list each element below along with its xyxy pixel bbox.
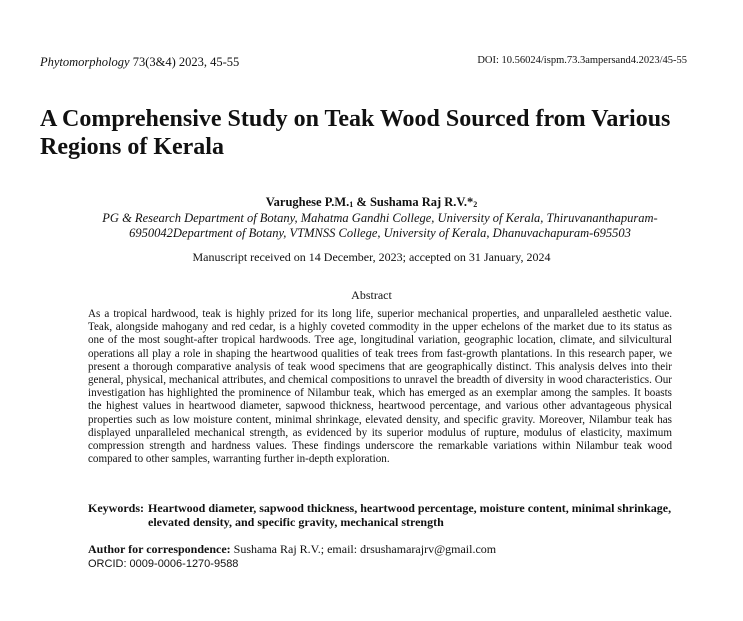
author-2: Sushama Raj R.V.* — [369, 195, 474, 209]
journal-name: Phytomorphology — [40, 55, 130, 69]
correspondence — [88, 542, 688, 557]
keywords-text: Heartwood diameter, sapwood thickness, heartwood percentage, moisture content, minimal shrinkage, elevated density, and specific gravity, mechanical strength — [148, 501, 672, 529]
orcid-id: ORCID: 0009-0006-1270-9588 — [88, 558, 239, 570]
doi-link[interactable]: DOI: 10.56024/ispm.73.3ampersand4.2023/45-55 — [477, 55, 687, 66]
author-1: Varughese P.M. — [265, 195, 350, 209]
paper-title: A Comprehensive Study on Teak Wood Sourced from Various Regions of Kerala — [40, 106, 671, 160]
author-list — [0, 195, 743, 210]
correspondence-label: Author for correspondence: — [88, 542, 231, 556]
manuscript-dates: Manuscript received on 14 December, 2023; accepted on 31 January, 2024 — [192, 250, 551, 264]
author-1-affil-mark: 1 — [349, 200, 354, 209]
correspondence-details: Sushama Raj R.V.; email: drsushamarajrv@gmail.com — [230, 542, 497, 556]
journal-issue: 73(3&4) 2023, 45-55 — [129, 55, 240, 69]
keywords-block — [88, 501, 672, 529]
running-header — [40, 55, 687, 73]
abstract-heading: Abstract — [351, 288, 392, 302]
keywords-label: Keywords: — [88, 501, 144, 515]
affiliations: PG & Research Department of Botany, Mahatma Gandhi College, University of Kerala, Thiruvananthapuram-6950042Department of Botany, VTMNSS College, University of Kerala, Dhanuvachapuram-695503 — [102, 211, 658, 240]
author-2-affil-mark: 2 — [473, 200, 478, 209]
author-connector: & — [353, 195, 370, 209]
journal-citation — [40, 55, 239, 70]
abstract-body: As a tropical hardwood, teak is highly prized for its long life, superior mechanical properties, and unparalleled aesthetic value. Teak, alongside mahogany and red cedar, is a highly coveted commodity in the upper echelons of the market due to its status as one of the most sought-after tropical hardwoods. Tree age, longitudinal variation, geographic location, climate, and silvicultural operations all play a role in shaping the heartwood qualities of teak trees from fast-growth plantations. In this research paper, we present a thorough comparative analysis of teak wood specimens that are geographically distinct. This analysis delves into their general, physical, mechanical attributes, and chemical compositions to unravel the breadth of diversity in wood characteristics. Our investigation has highlighted the prominence of Nilambur teak, which has emerged as an exemplar among the samples. It boasts the highest values in heartwood diameter, sapwood thickness, heartwood percentage, and various other advantageous physical properties such as low moisture content, minimal shrinkage, elevated density, and specific gravity. Moreover, Nilambur teak has displayed unparalleled mechanical strength, as evidenced by its superior modulus of rupture, modulus of elasticity, maximum compression strength and hardness values. These findings underscore the remarkable variations within Nilambur teak wood compared to other samples, warranting further in-depth exploration. — [88, 308, 672, 466]
